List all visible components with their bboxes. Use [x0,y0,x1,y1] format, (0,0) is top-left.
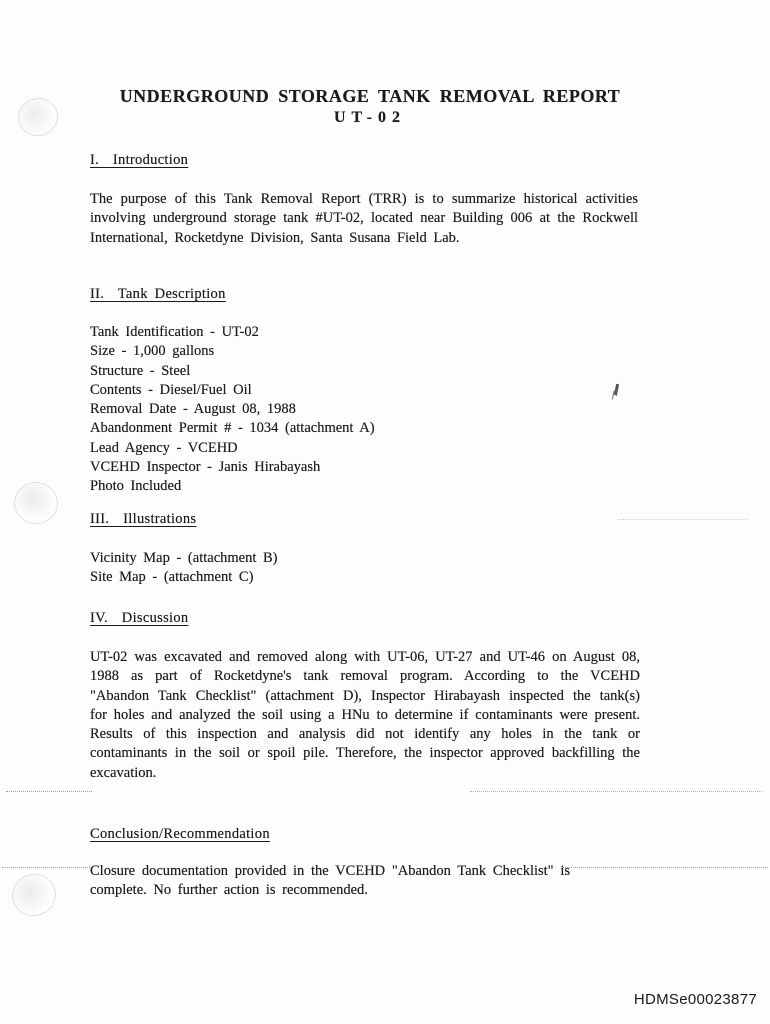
scan-dotted-line [470,791,762,792]
discussion-paragraph: UT-02 was excavated and removed along with UT-06, UT-27 and UT-46 on August 08, 1988 as part of Rocketdyne's tank removal program. According to the VCEHD "Abandon Tank Checklist" (attachment D), Inspector Hirabayash inspected the tank(s) for holes and analyzed the soil using a HNu to determine if contaminants were present. Results of this inspection and analysis did not identify any holes in the tank or contaminants in the soil or spoil pile. Therefore, the inspector approved backfilling the excavation. [90,649,640,781]
tank-description-item: Abandonment Permit # - 1034 (attachment A) [90,420,375,437]
document-title [0,86,740,127]
hole-punch-smudge-bottom [6,868,62,923]
section-heading-tank-description: II. Tank Description [90,286,226,302]
tank-description-item: Photo Included [90,478,182,495]
tank-description-item: VCEHD Inspector - Janis Hirabayash [90,459,321,476]
scan-dotted-line [2,867,90,868]
tank-description-item: Size - 1,000 gallons [90,343,215,360]
section-heading-conclusion: Conclusion/Recommendation [90,826,270,842]
tank-description-item: Removal Date - August 08, 1988 [90,401,296,418]
section-heading-discussion: IV. Discussion [90,610,189,626]
scan-dotted-line [562,867,768,868]
section-heading-introduction: I. Introduction [90,152,189,168]
illustrations-item: Vicinity Map - (attachment B) [90,550,278,566]
ink-speck [614,384,619,395]
tank-description-list [90,323,375,497]
document-title-line1: UNDERGROUND STORAGE TANK REMOVAL REPORT [119,86,621,106]
conclusion-paragraph: Closure documentation provided in the VCEHD "Abandon Tank Checklist" is complete. No further action is recommended. [90,863,570,899]
illustrations-item: Site Map - (attachment C) [90,569,254,586]
scan-dotted-line [6,791,92,792]
section-heading-illustrations: III. Illustrations [90,511,197,527]
tank-description-item: Tank Identification - UT-02 [90,324,259,340]
tank-description-item: Structure - Steel [90,362,191,379]
hole-punch-smudge-middle [11,479,60,527]
scan-dotted-line [618,519,748,520]
document-id: HDMSe00023877 [633,991,757,1008]
tank-description-item: Lead Agency - VCEHD [90,439,238,456]
tank-description-item: Contents - Diesel/Fuel Oil [90,381,252,398]
illustrations-list [90,549,278,588]
document-title-line2: UT-02 [333,109,407,126]
introduction-paragraph: The purpose of this Tank Removal Report (TRR) is to summarize historical activities involving underground storage tank #UT-02, located near Building 006 at the Rockwell International, Rocketdyne Division, Santa Susana Field Lab. [90,191,638,246]
